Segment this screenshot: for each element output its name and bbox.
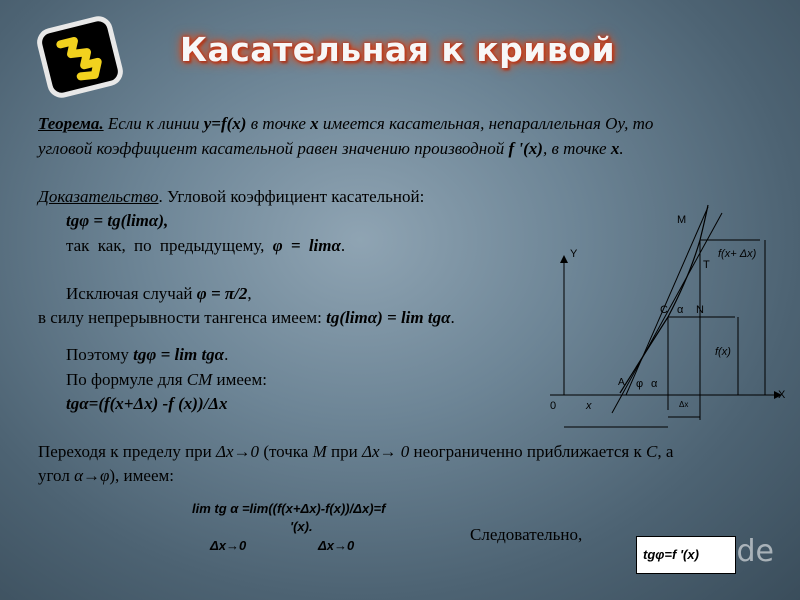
proof-formula: φ = π/2 (196, 284, 248, 303)
theorem-text: . (619, 139, 624, 158)
conclusion-text: Следовательно, (470, 525, 583, 544)
proof-text: . (224, 345, 229, 364)
limit-text: неограниченно приближается к (409, 442, 646, 461)
proof-label: Доказательство (38, 187, 159, 206)
limit-line-1 (38, 440, 673, 464)
label-A: A (618, 377, 625, 388)
proof-text: . (450, 308, 455, 327)
label-alpha-bottom: α (651, 378, 658, 390)
limit-text: Переходя к пределу при (38, 442, 217, 461)
proof-line-6 (66, 343, 228, 367)
limit-point: M (312, 442, 327, 461)
curve (620, 205, 708, 393)
theorem-text: в точке (246, 114, 311, 133)
proof-text: имеем: (212, 370, 267, 389)
label-X: X (778, 389, 786, 401)
proof-text: в силу непрерывности тангенса имеем: (38, 308, 327, 327)
limit-text: угол (38, 466, 75, 485)
label-T: T (703, 259, 710, 271)
proof-line-3 (66, 234, 345, 258)
limit-text: ), имеем: (109, 466, 174, 485)
label-C: C (660, 304, 668, 316)
proof-text: Поэтому (66, 345, 134, 364)
label-N: N (696, 304, 704, 316)
label-Y: Y (570, 248, 578, 260)
label-x: x (586, 400, 592, 412)
proof-segment: СМ (186, 370, 213, 389)
theorem-function: y=f(x) (203, 114, 247, 133)
proof-line-7 (66, 368, 267, 392)
limit-text: (точка (259, 442, 313, 461)
limit-formula-line-1: lim tg α =lim((f(x+Δx)-f(x))/Δx)=f (192, 501, 386, 516)
label-alpha-top: α (677, 304, 684, 316)
theorem-label: Теорема. (38, 114, 104, 133)
proof-text: . Угловой коэффициент касательной: (158, 187, 425, 206)
tangent-diagram (540, 195, 800, 440)
limit-formula-subscript-1: Δx→0 (210, 538, 247, 553)
proof-text: . (340, 236, 346, 255)
proof-line-5 (38, 306, 455, 330)
limit-text: , а (657, 442, 674, 461)
theorem-variable: x (610, 139, 620, 158)
theorem-text: угловой коэффициент касательной равен значению производной (38, 139, 509, 158)
label-M: M (677, 214, 687, 226)
limit-line-2 (38, 464, 174, 488)
theorem-text: , в точке (542, 139, 611, 158)
secant-line (626, 207, 708, 395)
logo-icon (30, 14, 130, 100)
label-phi: φ (636, 378, 644, 390)
limit-point: C (646, 442, 658, 461)
theorem-line-1 (38, 112, 653, 136)
limit-formula: Δx→ 0 (361, 442, 410, 461)
label-dx: Δx (679, 400, 689, 409)
slide-title: Касательная к кривой (180, 30, 616, 69)
proof-text: , (247, 284, 252, 303)
proof-formula: tgφ = lim tgα (133, 345, 225, 364)
answer-box: tgφ=f '(x) (636, 536, 736, 574)
proof-line-1 (38, 185, 424, 209)
proof-text: так как, по предыдущему, (66, 236, 273, 255)
limit-formula: Δx→0 (216, 442, 260, 461)
watermark: Slide (700, 534, 774, 569)
limit-formula: α→φ (74, 466, 110, 485)
theorem-line-2 (38, 137, 624, 161)
limit-text: при (326, 442, 362, 461)
proof-line-2: tgφ = tg(limα), (66, 211, 169, 230)
label-fxdx: f(x+ Δx) (718, 248, 757, 260)
proof-formula: tg(limα) = lim tgα (326, 308, 451, 327)
theorem-text: Если к линии (103, 114, 204, 133)
proof-line-8: tgα=(f(x+Δx) -f (x))/Δx (66, 394, 228, 413)
theorem-text: имеется касательная, непараллельная Оу, то (318, 114, 654, 133)
label-0: 0 (550, 400, 557, 412)
label-fx: f(x) (715, 346, 731, 358)
limit-formula-subscript-2: Δx→0 (318, 538, 355, 553)
limit-formula-line-2: '(x). (290, 519, 313, 534)
proof-line-4 (66, 282, 252, 306)
theorem-variable: x (310, 114, 319, 133)
theorem-derivative: f '(x) (508, 139, 543, 158)
proof-formula: φ = limα (272, 236, 341, 255)
proof-text: По формуле для (66, 370, 187, 389)
proof-text: Исключая случай (66, 284, 197, 303)
